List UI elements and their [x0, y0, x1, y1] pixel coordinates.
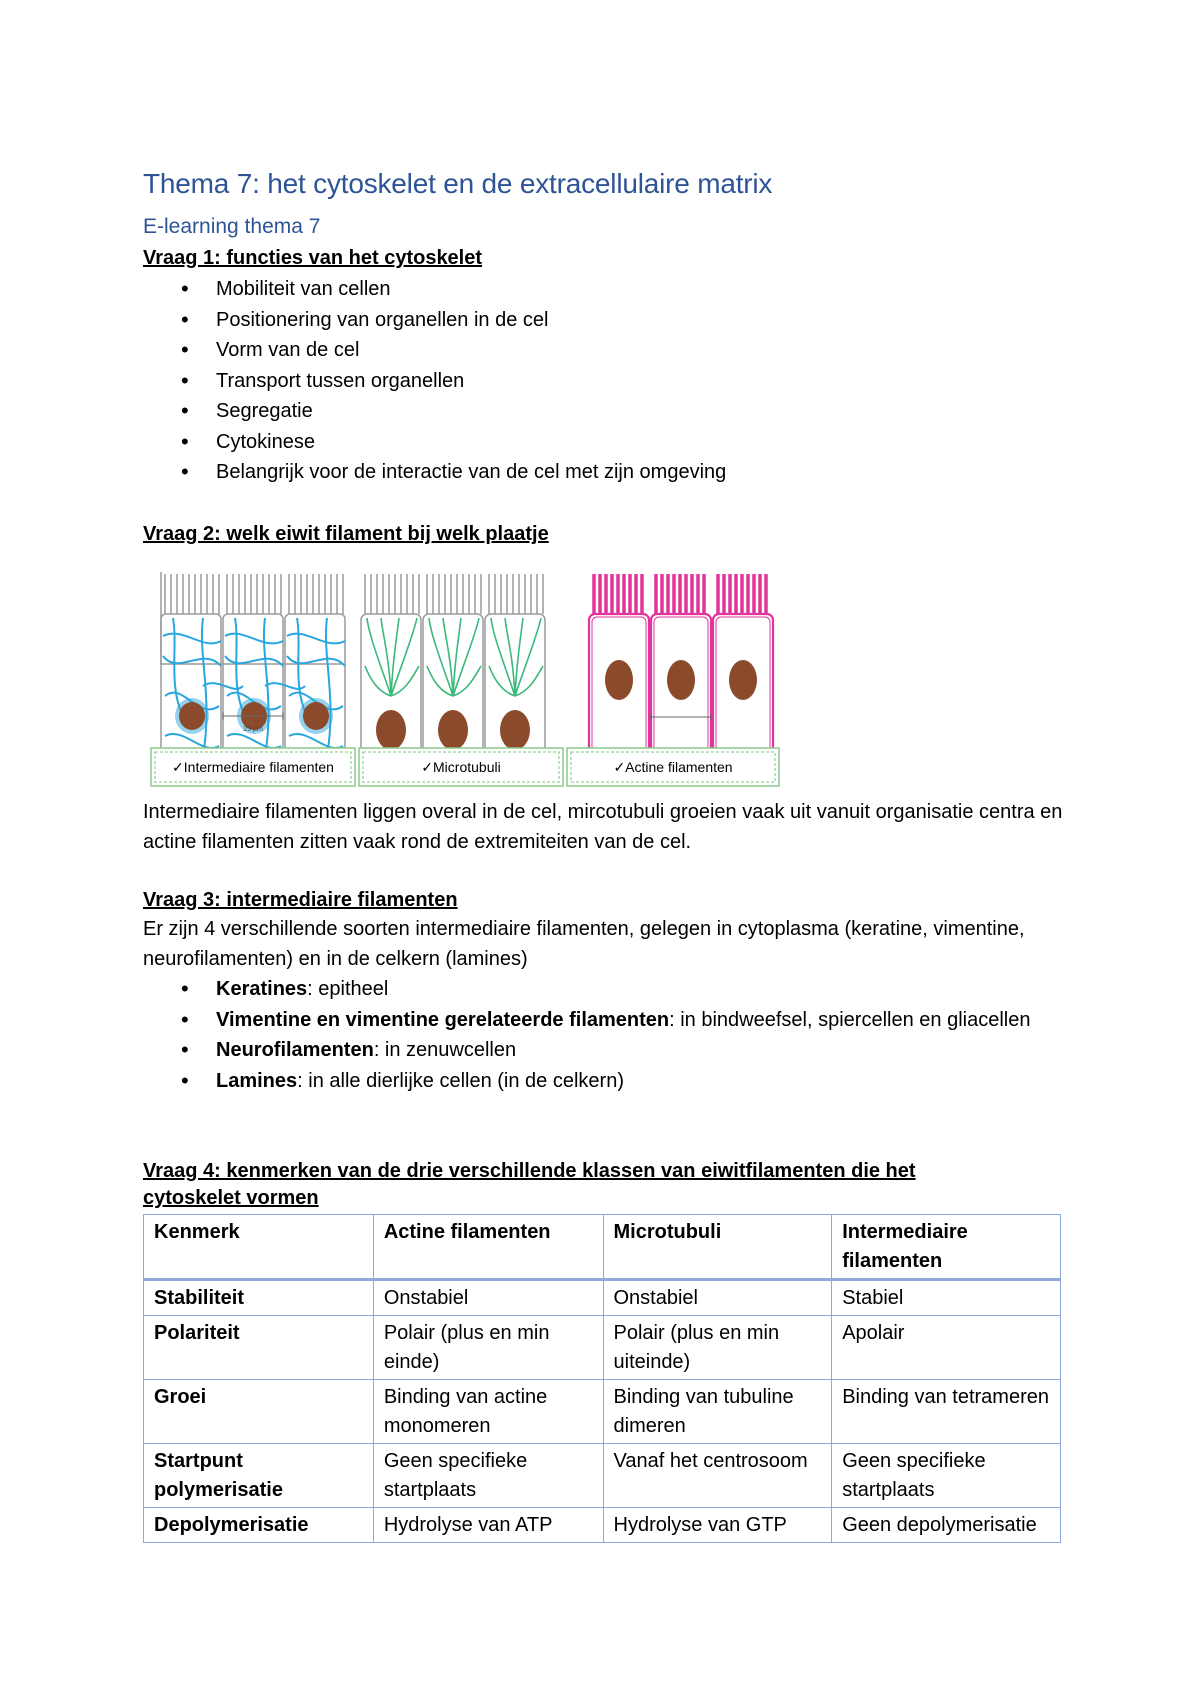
figure-labels	[151, 748, 779, 786]
list-item: • Belangrijk voor de interactie van de cel met zijn omgeving	[143, 457, 1068, 488]
nucleus	[303, 702, 329, 730]
table-row-header: Groei	[144, 1380, 374, 1444]
nucleus	[605, 660, 633, 700]
q1-heading: Vraag 1: functies van het cytoskelet	[143, 247, 483, 269]
table-row-header: Startpunt polymerisatie	[144, 1444, 374, 1508]
table-row-header: Depolymerisatie	[144, 1508, 374, 1543]
q2-text: Intermediaire filamenten liggen overal in de cel, mircotubuli groeien vaak uit vanuit organisatie centra en actine filamenten zitten vaak rond de extremiteiten van de cel.	[143, 801, 1063, 853]
desc: : in bindweefsel, spiercellen en gliacellen	[669, 1008, 1031, 1031]
nucleus	[376, 710, 406, 750]
desc: : in zenuwcellen	[373, 1039, 517, 1061]
table-cell: Onstabiel	[603, 1280, 832, 1316]
table-cell: Stabiel	[832, 1280, 1061, 1316]
microvilli	[594, 574, 766, 614]
table-row-header: Stabiliteit	[144, 1280, 374, 1316]
table-header-cell: Microtubuli	[603, 1215, 832, 1280]
nucleus	[729, 660, 757, 700]
q1-list	[143, 274, 1068, 488]
list-item	[143, 1066, 1068, 1097]
table-row	[144, 1280, 1061, 1316]
table-cell: Binding van tubuline dimeren	[603, 1380, 832, 1444]
scale-label: 25 µm	[243, 726, 263, 733]
q3-heading: Vraag 3: intermediaire filamenten	[143, 889, 458, 911]
list-item: • Transport tussen organellen	[143, 366, 1068, 397]
nucleus	[667, 660, 695, 700]
table-row-header: Polariteit	[144, 1316, 374, 1380]
table-row	[144, 1444, 1061, 1508]
list-item	[143, 974, 1068, 1005]
cytoskeleton-figure	[143, 556, 801, 791]
table-cell: Apolair	[832, 1316, 1061, 1380]
nucleus	[500, 710, 530, 750]
list-item: • Vorm van de cel	[143, 335, 1068, 366]
subtitle: E-learning thema 7	[143, 215, 321, 238]
q2-heading: Vraag 2: welk eiwit filament bij welk plaatje	[143, 523, 549, 545]
nucleus	[179, 702, 205, 730]
table-header-row	[144, 1215, 1061, 1280]
list-item: • Mobiliteit van cellen	[143, 274, 1068, 305]
list-item: • Cytokinese	[143, 427, 1068, 458]
list-item: • Segregatie	[143, 396, 1068, 427]
table-cell: Vanaf het centrosoom	[603, 1444, 832, 1508]
q3-list	[143, 974, 1068, 1096]
page-title: Thema 7: het cytoskelet en de extracellulaire matrix	[143, 168, 773, 199]
table-row	[144, 1316, 1061, 1380]
q4-heading-line2: cytoskelet vormen	[143, 1187, 319, 1209]
table-row	[144, 1380, 1061, 1444]
scale-bar	[651, 714, 711, 720]
list-item	[143, 1005, 1068, 1036]
label-microtubuli: ✓Microtubuli	[421, 759, 501, 775]
table-cell: Binding van tetrameren	[832, 1380, 1061, 1444]
list-item: • Positionering van organellen in de cel	[143, 305, 1068, 336]
table-cell: Polair (plus en min einde)	[373, 1316, 603, 1380]
table-header-cell: Intermediaire filamenten	[832, 1215, 1061, 1280]
panel-intermediate-filaments	[161, 572, 345, 774]
q4-heading-line1: Vraag 4: kenmerken van de drie verschillende klassen van eiwitfilamenten die het	[143, 1160, 916, 1182]
table-header-cell: Kenmerk	[144, 1215, 374, 1280]
term: Lamines	[216, 1069, 298, 1092]
table-header-cell: Actine filamenten	[373, 1215, 603, 1280]
label-intermediate: ✓Intermediaire filamenten	[172, 759, 334, 775]
table-cell: Hydrolyse van ATP	[373, 1508, 603, 1543]
panel-actin	[589, 574, 773, 774]
table-cell: Hydrolyse van GTP	[603, 1508, 832, 1543]
term: Neurofilamenten	[216, 1039, 374, 1061]
microtubule-network	[365, 618, 543, 696]
label-actin: ✓Actine filamenten	[613, 759, 733, 775]
table-row	[144, 1508, 1061, 1543]
nucleus	[438, 710, 468, 750]
table-cell: Geen depolymerisatie	[832, 1508, 1061, 1543]
list-item	[143, 1035, 1068, 1066]
table-cell: Geen specifieke startplaats	[832, 1444, 1061, 1508]
term: Keratines	[216, 978, 308, 1000]
intermediate-filament-network	[163, 618, 345, 756]
table-cell: Onstabiel	[373, 1280, 603, 1316]
desc: : epitheel	[307, 978, 389, 1000]
desc: : in alle dierlijke cellen (in de celkern)	[297, 1069, 624, 1092]
table-cell: Geen specifieke startplaats	[373, 1444, 603, 1508]
q3-text: Er zijn 4 verschillende soorten intermediaire filamenten, gelegen in cytoplasma (keratine, vimentine, neurofilamenten) en in de celkern (lamines)	[143, 918, 1025, 970]
filament-comparison-table	[143, 1214, 1061, 1543]
table-cell: Binding van actine monomeren	[373, 1380, 603, 1444]
term: Vimentine en vimentine gerelateerde filamenten	[216, 1008, 670, 1031]
table-cell: Polair (plus en min uiteinde)	[603, 1316, 832, 1380]
